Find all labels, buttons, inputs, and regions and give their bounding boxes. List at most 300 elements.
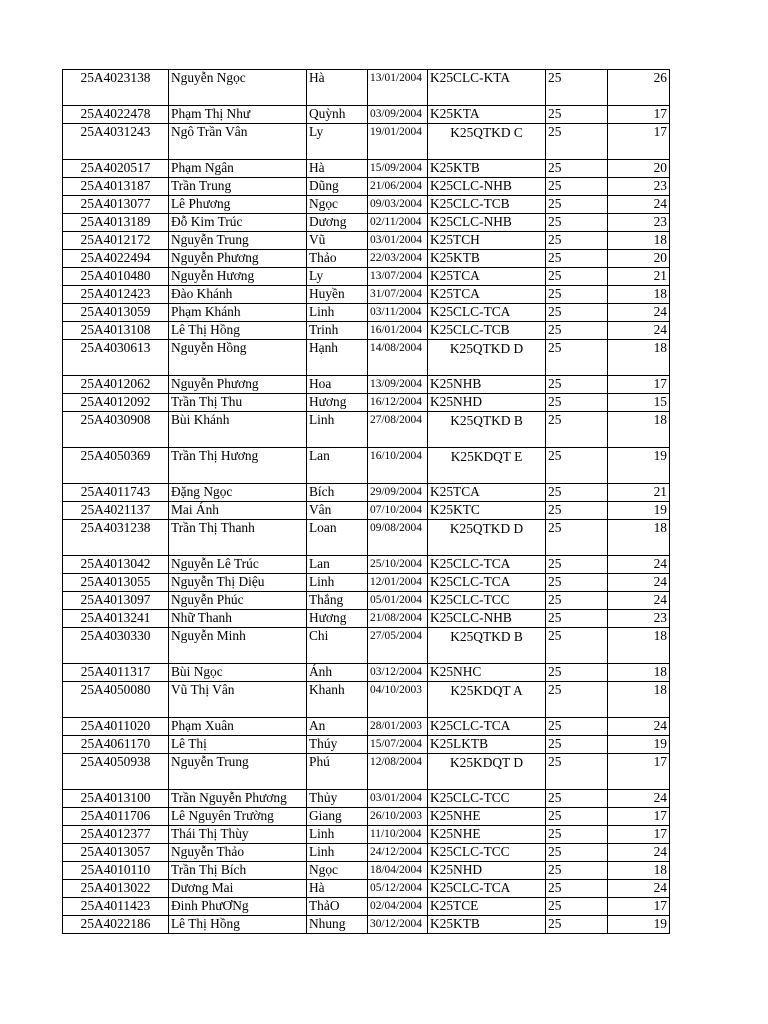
- points-cell: 17: [608, 898, 670, 916]
- class-cell: K25QTKD D: [428, 340, 546, 376]
- birth-date-cell: 30/12/2004: [368, 916, 428, 934]
- student-id-cell: 25A4013055: [63, 574, 169, 592]
- course-cell: 25: [546, 106, 608, 124]
- table-row: [63, 484, 670, 502]
- given-name-cell: Hà: [307, 70, 368, 106]
- family-name-cell: Đào Khánh: [169, 286, 307, 304]
- class-cell: K25QTKD B: [428, 628, 546, 664]
- family-name-cell: Bùi Ngọc: [169, 664, 307, 682]
- student-id-cell: 25A4013187: [63, 178, 169, 196]
- course-cell: 25: [546, 826, 608, 844]
- family-name-cell: Mai Ánh: [169, 502, 307, 520]
- class-cell: K25LKTB: [428, 736, 546, 754]
- family-name-cell: Nguyễn Hương: [169, 268, 307, 286]
- given-name-cell: Ly: [307, 124, 368, 160]
- course-cell: 25: [546, 340, 608, 376]
- table-row: [63, 790, 670, 808]
- given-name-cell: Ngọc: [307, 862, 368, 880]
- student-id-cell: 25A4012423: [63, 286, 169, 304]
- student-id-cell: 25A4011706: [63, 808, 169, 826]
- class-cell: K25KTB: [428, 160, 546, 178]
- class-cell: K25CLC-TCB: [428, 322, 546, 340]
- student-id-cell: 25A4010480: [63, 268, 169, 286]
- family-name-cell: Trần Thị Bích: [169, 862, 307, 880]
- class-cell: K25KDQT E: [428, 448, 546, 484]
- family-name-cell: Nguyễn Thảo: [169, 844, 307, 862]
- family-name-cell: Trần Thị Thanh: [169, 520, 307, 556]
- course-cell: 25: [546, 844, 608, 862]
- points-cell: 23: [608, 178, 670, 196]
- points-cell: 20: [608, 160, 670, 178]
- given-name-cell: Ánh: [307, 664, 368, 682]
- course-cell: 25: [546, 124, 608, 160]
- student-id-cell: 25A4011423: [63, 898, 169, 916]
- student-id-cell: 25A4012062: [63, 376, 169, 394]
- family-name-cell: Nguyễn Ngọc: [169, 70, 307, 106]
- course-cell: 25: [546, 250, 608, 268]
- course-cell: 25: [546, 484, 608, 502]
- birth-date-cell: 12/08/2004: [368, 754, 428, 790]
- birth-date-cell: 16/10/2004: [368, 448, 428, 484]
- given-name-cell: ThảO: [307, 898, 368, 916]
- class-cell: K25NHC: [428, 664, 546, 682]
- birth-date-cell: 12/01/2004: [368, 574, 428, 592]
- class-cell: K25CLC-KTA: [428, 70, 546, 106]
- table-body: [63, 70, 670, 934]
- course-cell: 25: [546, 520, 608, 556]
- course-cell: 25: [546, 448, 608, 484]
- birth-date-cell: 18/04/2004: [368, 862, 428, 880]
- family-name-cell: Phạm Ngân: [169, 160, 307, 178]
- family-name-cell: Phạm Xuân: [169, 718, 307, 736]
- class-cell: K25CLC-TCA: [428, 880, 546, 898]
- class-cell: K25QTKD B: [428, 412, 546, 448]
- birth-date-cell: 21/08/2004: [368, 610, 428, 628]
- points-cell: 21: [608, 484, 670, 502]
- given-name-cell: Thắng: [307, 592, 368, 610]
- birth-date-cell: 22/03/2004: [368, 250, 428, 268]
- given-name-cell: Chi: [307, 628, 368, 664]
- class-cell: K25NHB: [428, 376, 546, 394]
- birth-date-cell: 27/08/2004: [368, 412, 428, 448]
- birth-date-cell: 03/01/2004: [368, 790, 428, 808]
- family-name-cell: Nguyễn Trung: [169, 754, 307, 790]
- points-cell: 24: [608, 322, 670, 340]
- table-row: [63, 232, 670, 250]
- class-cell: K25KTB: [428, 916, 546, 934]
- course-cell: 25: [546, 574, 608, 592]
- table-row: [63, 754, 670, 790]
- given-name-cell: Ngọc: [307, 196, 368, 214]
- student-id-cell: 25A4011020: [63, 718, 169, 736]
- course-cell: 25: [546, 232, 608, 250]
- class-cell: K25TCE: [428, 898, 546, 916]
- class-cell: K25CLC-TCC: [428, 844, 546, 862]
- student-id-cell: 25A4030330: [63, 628, 169, 664]
- class-cell: K25KDQT D: [428, 754, 546, 790]
- family-name-cell: Phạm Thị Như: [169, 106, 307, 124]
- points-cell: 17: [608, 754, 670, 790]
- student-id-cell: 25A4012092: [63, 394, 169, 412]
- family-name-cell: Lê Thị: [169, 736, 307, 754]
- birth-date-cell: 21/06/2004: [368, 178, 428, 196]
- course-cell: 25: [546, 592, 608, 610]
- table-row: [63, 106, 670, 124]
- course-cell: 25: [546, 160, 608, 178]
- points-cell: 24: [608, 196, 670, 214]
- table-row: [63, 574, 670, 592]
- class-cell: K25CLC-TCA: [428, 304, 546, 322]
- course-cell: 25: [546, 70, 608, 106]
- course-cell: 25: [546, 880, 608, 898]
- course-cell: 25: [546, 556, 608, 574]
- family-name-cell: Nguyễn Phương: [169, 250, 307, 268]
- student-id-cell: 25A4013100: [63, 790, 169, 808]
- birth-date-cell: 11/10/2004: [368, 826, 428, 844]
- points-cell: 18: [608, 286, 670, 304]
- table-row: [63, 808, 670, 826]
- student-id-cell: 25A4031243: [63, 124, 169, 160]
- family-name-cell: Lê Nguyên Trường: [169, 808, 307, 826]
- birth-date-cell: 31/07/2004: [368, 286, 428, 304]
- points-cell: 15: [608, 394, 670, 412]
- birth-date-cell: 14/08/2004: [368, 340, 428, 376]
- birth-date-cell: 02/04/2004: [368, 898, 428, 916]
- student-id-cell: 25A4031238: [63, 520, 169, 556]
- class-cell: K25CLC-TCC: [428, 592, 546, 610]
- birth-date-cell: 05/01/2004: [368, 592, 428, 610]
- points-cell: 18: [608, 232, 670, 250]
- family-name-cell: Phạm Khánh: [169, 304, 307, 322]
- student-id-cell: 25A4013057: [63, 844, 169, 862]
- table-row: [63, 862, 670, 880]
- student-id-cell: 25A4013077: [63, 196, 169, 214]
- points-cell: 23: [608, 610, 670, 628]
- given-name-cell: Linh: [307, 304, 368, 322]
- student-id-cell: 25A4012377: [63, 826, 169, 844]
- table-row: [63, 322, 670, 340]
- table-row: [63, 160, 670, 178]
- student-id-cell: 25A4013189: [63, 214, 169, 232]
- birth-date-cell: 13/09/2004: [368, 376, 428, 394]
- table-row: [63, 214, 670, 232]
- course-cell: 25: [546, 394, 608, 412]
- family-name-cell: Nguyễn Minh: [169, 628, 307, 664]
- student-id-cell: 25A4022494: [63, 250, 169, 268]
- table-row: [63, 718, 670, 736]
- family-name-cell: Bùi Khánh: [169, 412, 307, 448]
- points-cell: 24: [608, 304, 670, 322]
- student-id-cell: 25A4023138: [63, 70, 169, 106]
- table-row: [63, 736, 670, 754]
- birth-date-cell: 29/09/2004: [368, 484, 428, 502]
- points-cell: 20: [608, 250, 670, 268]
- given-name-cell: Trinh: [307, 322, 368, 340]
- class-cell: K25KTA: [428, 106, 546, 124]
- birth-date-cell: 19/01/2004: [368, 124, 428, 160]
- given-name-cell: An: [307, 718, 368, 736]
- class-cell: K25CLC-TCA: [428, 556, 546, 574]
- birth-date-cell: 13/01/2004: [368, 70, 428, 106]
- given-name-cell: Hương: [307, 394, 368, 412]
- class-cell: K25NHD: [428, 862, 546, 880]
- points-cell: 18: [608, 862, 670, 880]
- student-id-cell: 25A4050369: [63, 448, 169, 484]
- family-name-cell: Nguyễn Hồng: [169, 340, 307, 376]
- birth-date-cell: 03/01/2004: [368, 232, 428, 250]
- class-cell: K25CLC-NHB: [428, 214, 546, 232]
- course-cell: 25: [546, 610, 608, 628]
- points-cell: 23: [608, 214, 670, 232]
- course-cell: 25: [546, 304, 608, 322]
- given-name-cell: Linh: [307, 574, 368, 592]
- given-name-cell: Giang: [307, 808, 368, 826]
- points-cell: 24: [608, 844, 670, 862]
- points-cell: 24: [608, 880, 670, 898]
- given-name-cell: Lan: [307, 556, 368, 574]
- student-id-cell: 25A4061170: [63, 736, 169, 754]
- course-cell: 25: [546, 916, 608, 934]
- student-id-cell: 25A4013108: [63, 322, 169, 340]
- table-row: [63, 556, 670, 574]
- birth-date-cell: 16/12/2004: [368, 394, 428, 412]
- student-id-cell: 25A4030908: [63, 412, 169, 448]
- class-cell: K25TCH: [428, 232, 546, 250]
- class-cell: K25CLC-TCB: [428, 196, 546, 214]
- student-id-cell: 25A4013097: [63, 592, 169, 610]
- class-cell: K25QTKD C: [428, 124, 546, 160]
- table-row: [63, 394, 670, 412]
- points-cell: 17: [608, 826, 670, 844]
- points-cell: 18: [608, 628, 670, 664]
- student-id-cell: 25A4013241: [63, 610, 169, 628]
- student-id-cell: 25A4050938: [63, 754, 169, 790]
- student-id-cell: 25A4011317: [63, 664, 169, 682]
- class-cell: K25TCA: [428, 484, 546, 502]
- birth-date-cell: 03/11/2004: [368, 304, 428, 322]
- points-cell: 24: [608, 574, 670, 592]
- student-id-cell: 25A4020517: [63, 160, 169, 178]
- given-name-cell: Ly: [307, 268, 368, 286]
- birth-date-cell: 15/09/2004: [368, 160, 428, 178]
- given-name-cell: Bích: [307, 484, 368, 502]
- course-cell: 25: [546, 214, 608, 232]
- table-row: [63, 664, 670, 682]
- course-cell: 25: [546, 862, 608, 880]
- points-cell: 17: [608, 808, 670, 826]
- family-name-cell: Lê Thị Hồng: [169, 322, 307, 340]
- course-cell: 25: [546, 754, 608, 790]
- points-cell: 21: [608, 268, 670, 286]
- points-cell: 19: [608, 736, 670, 754]
- student-id-cell: 25A4021137: [63, 502, 169, 520]
- family-name-cell: Vũ Thị Vân: [169, 682, 307, 718]
- student-id-cell: 25A4011743: [63, 484, 169, 502]
- table-row: [63, 268, 670, 286]
- given-name-cell: Linh: [307, 412, 368, 448]
- class-cell: K25KDQT A: [428, 682, 546, 718]
- table-row: [63, 898, 670, 916]
- family-name-cell: Đặng Ngọc: [169, 484, 307, 502]
- given-name-cell: Nhung: [307, 916, 368, 934]
- points-cell: 18: [608, 520, 670, 556]
- class-cell: K25CLC-NHB: [428, 610, 546, 628]
- birth-date-cell: 09/03/2004: [368, 196, 428, 214]
- student-table: [62, 69, 670, 934]
- course-cell: 25: [546, 502, 608, 520]
- family-name-cell: Nhữ Thanh: [169, 610, 307, 628]
- family-name-cell: Ngô Trần Vân: [169, 124, 307, 160]
- student-id-cell: 25A4013022: [63, 880, 169, 898]
- points-cell: 24: [608, 556, 670, 574]
- family-name-cell: Nguyễn Phương: [169, 376, 307, 394]
- points-cell: 17: [608, 376, 670, 394]
- table-row: [63, 502, 670, 520]
- table-row: [63, 70, 670, 106]
- class-cell: K25KTB: [428, 250, 546, 268]
- course-cell: 25: [546, 196, 608, 214]
- course-cell: 25: [546, 718, 608, 736]
- table-row: [63, 286, 670, 304]
- family-name-cell: Trần Trung: [169, 178, 307, 196]
- given-name-cell: Khanh: [307, 682, 368, 718]
- family-name-cell: Nguyễn Phúc: [169, 592, 307, 610]
- given-name-cell: Hà: [307, 880, 368, 898]
- class-cell: K25NHD: [428, 394, 546, 412]
- table-row: [63, 844, 670, 862]
- class-cell: K25CLC-NHB: [428, 178, 546, 196]
- table-row: [63, 916, 670, 934]
- table-row: [63, 628, 670, 664]
- table-row: [63, 178, 670, 196]
- table-row: [63, 340, 670, 376]
- birth-date-cell: 07/10/2004: [368, 502, 428, 520]
- given-name-cell: Quỳnh: [307, 106, 368, 124]
- birth-date-cell: 26/10/2003: [368, 808, 428, 826]
- course-cell: 25: [546, 736, 608, 754]
- course-cell: 25: [546, 808, 608, 826]
- points-cell: 24: [608, 790, 670, 808]
- course-cell: 25: [546, 376, 608, 394]
- table-row: [63, 448, 670, 484]
- table-row: [63, 376, 670, 394]
- given-name-cell: Dương: [307, 214, 368, 232]
- table-row: [63, 196, 670, 214]
- family-name-cell: Nguyễn Thị Diệu: [169, 574, 307, 592]
- family-name-cell: Lê Thị Hồng: [169, 916, 307, 934]
- given-name-cell: Thủy: [307, 790, 368, 808]
- birth-date-cell: 25/10/2004: [368, 556, 428, 574]
- given-name-cell: Thảo: [307, 250, 368, 268]
- birth-date-cell: 24/12/2004: [368, 844, 428, 862]
- table-row: [63, 124, 670, 160]
- course-cell: 25: [546, 682, 608, 718]
- points-cell: 18: [608, 340, 670, 376]
- class-cell: K25CLC-TCA: [428, 718, 546, 736]
- family-name-cell: Nguyễn Lê Trúc: [169, 556, 307, 574]
- class-cell: K25TCA: [428, 268, 546, 286]
- student-id-cell: 25A4013042: [63, 556, 169, 574]
- course-cell: 25: [546, 790, 608, 808]
- table-row: [63, 610, 670, 628]
- points-cell: 18: [608, 412, 670, 448]
- course-cell: 25: [546, 268, 608, 286]
- given-name-cell: Linh: [307, 826, 368, 844]
- family-name-cell: Lê Phương: [169, 196, 307, 214]
- student-id-cell: 25A4030613: [63, 340, 169, 376]
- class-cell: K25QTKD D: [428, 520, 546, 556]
- birth-date-cell: 02/11/2004: [368, 214, 428, 232]
- course-cell: 25: [546, 178, 608, 196]
- birth-date-cell: 09/08/2004: [368, 520, 428, 556]
- table-row: [63, 520, 670, 556]
- student-id-cell: 25A4013059: [63, 304, 169, 322]
- student-id-cell: 25A4050080: [63, 682, 169, 718]
- points-cell: 26: [608, 70, 670, 106]
- course-cell: 25: [546, 286, 608, 304]
- given-name-cell: Hương: [307, 610, 368, 628]
- table-row: [63, 592, 670, 610]
- birth-date-cell: 03/12/2004: [368, 664, 428, 682]
- birth-date-cell: 16/01/2004: [368, 322, 428, 340]
- given-name-cell: Hạnh: [307, 340, 368, 376]
- family-name-cell: Đỗ Kim Trúc: [169, 214, 307, 232]
- given-name-cell: Hà: [307, 160, 368, 178]
- given-name-cell: Thúy: [307, 736, 368, 754]
- student-id-cell: 25A4010110: [63, 862, 169, 880]
- student-id-cell: 25A4012172: [63, 232, 169, 250]
- family-name-cell: Trần Thị Hương: [169, 448, 307, 484]
- birth-date-cell: 28/01/2003: [368, 718, 428, 736]
- points-cell: 19: [608, 448, 670, 484]
- table-row: [63, 682, 670, 718]
- family-name-cell: Trần Nguyễn Phương: [169, 790, 307, 808]
- given-name-cell: Hoa: [307, 376, 368, 394]
- student-id-cell: 25A4022186: [63, 916, 169, 934]
- table-row: [63, 412, 670, 448]
- table-row: [63, 304, 670, 322]
- points-cell: 24: [608, 718, 670, 736]
- class-cell: K25CLC-TCA: [428, 574, 546, 592]
- table-row: [63, 880, 670, 898]
- points-cell: 18: [608, 682, 670, 718]
- class-cell: K25CLC-TCC: [428, 790, 546, 808]
- points-cell: 18: [608, 664, 670, 682]
- course-cell: 25: [546, 628, 608, 664]
- given-name-cell: Dũng: [307, 178, 368, 196]
- student-id-cell: 25A4022478: [63, 106, 169, 124]
- birth-date-cell: 05/12/2004: [368, 880, 428, 898]
- family-name-cell: Đinh PhưƠNg: [169, 898, 307, 916]
- course-cell: 25: [546, 898, 608, 916]
- course-cell: 25: [546, 664, 608, 682]
- given-name-cell: Vân: [307, 502, 368, 520]
- course-cell: 25: [546, 412, 608, 448]
- given-name-cell: Phú: [307, 754, 368, 790]
- birth-date-cell: 13/07/2004: [368, 268, 428, 286]
- table-row: [63, 826, 670, 844]
- class-cell: K25NHE: [428, 826, 546, 844]
- table-row: [63, 250, 670, 268]
- family-name-cell: Dương Mai: [169, 880, 307, 898]
- points-cell: 17: [608, 124, 670, 160]
- course-cell: 25: [546, 322, 608, 340]
- birth-date-cell: 03/09/2004: [368, 106, 428, 124]
- points-cell: 24: [608, 592, 670, 610]
- given-name-cell: Lan: [307, 448, 368, 484]
- birth-date-cell: 27/05/2004: [368, 628, 428, 664]
- family-name-cell: Thái Thị Thùy: [169, 826, 307, 844]
